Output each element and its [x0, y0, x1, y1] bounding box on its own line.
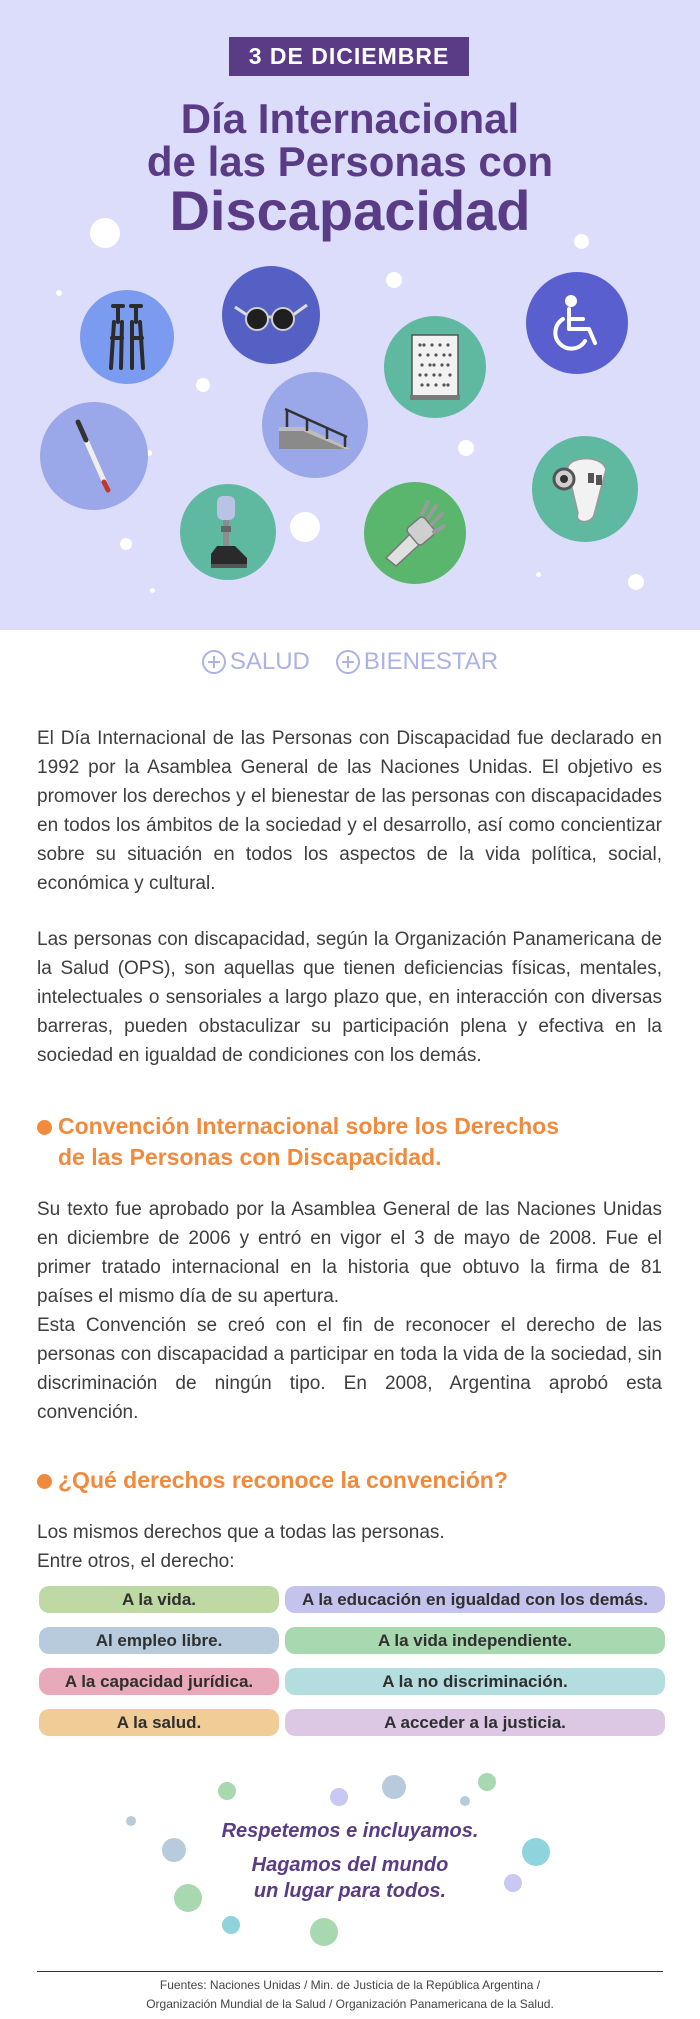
title-line-1: Día Internacional — [180, 95, 520, 142]
decor-dot — [90, 218, 120, 248]
rights-intro-line-2: Entre otros, el derecho: — [37, 1551, 235, 1572]
braille-circle — [384, 316, 486, 418]
chip-bienestar[interactable] — [336, 648, 498, 676]
definition-paragraph: Las personas con discapacidad, según la Organización Panamericana de la Salud (OPS), son aquellas que tienen deficiencias físicas, mentales, intelectuales o sensoriales a largo plazo que, en interacción con diversas barreras, pueden obstaculizar su participación plena y efectiva en la sociedad en igualdad de condiciones con los demás. — [37, 929, 662, 1066]
wheelchair-circle — [526, 272, 628, 374]
decor-dot — [460, 1796, 470, 1806]
sources-line-1: Fuentes: Naciones Unidas / Min. de Justicia de la República Argentina / — [159, 1978, 541, 1992]
glasses-circle — [222, 266, 320, 364]
prosthetic-arm-icon — [380, 498, 450, 568]
rights-intro-line-1: Los mismos derechos que a todas las personas. — [37, 1522, 445, 1543]
closing-line-3: un lugar para todos. — [253, 1880, 447, 1902]
decor-dot — [290, 512, 320, 542]
chip-label: BIENESTAR — [363, 648, 499, 675]
decor-dot — [196, 378, 210, 392]
decor-dot — [382, 1775, 406, 1799]
decor-dot — [310, 1918, 338, 1946]
decor-dot — [222, 1916, 240, 1934]
dark-glasses-icon — [231, 295, 311, 335]
decor-dot — [574, 234, 589, 249]
section-title-line: ¿Qué derechos reconoce la convención? — [58, 1467, 508, 1493]
decor-dot — [150, 588, 155, 593]
hero-banner — [0, 0, 700, 630]
closing-line-2: Hagamos del mundo — [251, 1854, 449, 1876]
right-pill: A la educación en igualdad con los demás. — [285, 1586, 665, 1613]
section-title-rights — [37, 1465, 667, 1496]
right-pill: A acceder a la justicia. — [285, 1709, 665, 1736]
decor-dot — [218, 1782, 236, 1800]
right-pill: Al empleo libre. — [39, 1627, 279, 1654]
hearing-aid-icon — [550, 451, 620, 527]
cane-circle — [40, 402, 148, 510]
braille-book-icon — [404, 331, 466, 403]
decor-dot — [478, 1773, 496, 1791]
plus-icon — [202, 650, 226, 674]
arm-circle — [364, 482, 466, 584]
crutches-icon — [97, 302, 157, 372]
decor-dot — [120, 538, 132, 550]
decor-dot — [458, 440, 474, 456]
wheelchair-icon — [545, 291, 609, 355]
ramp-icon — [275, 397, 355, 453]
decor-dot — [56, 290, 62, 296]
hearing-aid-circle — [532, 436, 638, 542]
white-cane-icon — [64, 416, 124, 496]
right-pill: A la no discriminación. — [285, 1668, 665, 1695]
footer-divider — [37, 1971, 663, 1972]
sources-line-2: Organización Mundial de la Salud / Organización Panamericana de la Salud. — [146, 1997, 554, 2011]
right-pill: A la salud. — [39, 1709, 279, 1736]
chip-salud[interactable] — [202, 648, 310, 676]
section-title-line: Convención Internacional sobre los Derechos — [58, 1113, 560, 1139]
date-badge: 3 DE DICIEMBRE — [229, 37, 469, 76]
plus-icon — [336, 650, 360, 674]
bullet-icon — [37, 1120, 52, 1135]
convention-paragraph: Su texto fue aprobado por la Asamblea General de las Naciones Unidas en diciembre de 2006 y entró en vigor el 3 de mayo de 2008. Fue el primer tratado internacional en la historia que obtuvo la firma de 81 países el mismo día de su apertura. — [37, 1199, 662, 1307]
closing-line-1: Respetemos e incluyamos. — [221, 1820, 479, 1842]
right-pill: A la vida independiente. — [285, 1627, 665, 1654]
right-pill: A la capacidad jurídica. — [39, 1668, 279, 1695]
bullet-icon — [37, 1474, 52, 1489]
intro-paragraph: El Día Internacional de las Personas con Discapacidad fue declarado en 1992 por la Asamblea General de las Naciones Unidas. El objetivo es promover los derechos y el bienestar de las personas con discapacidades en todos los ámbitos de la sociedad y el desarrollo, así como concientizar sobre su situación en todos los aspectos de la vida política, social, económica y cultural. — [37, 728, 662, 894]
ramp-circle — [262, 372, 368, 478]
chip-label: SALUD — [229, 648, 310, 675]
right-pill: A la vida. — [39, 1586, 279, 1613]
decor-dot — [330, 1788, 348, 1806]
decor-dot — [536, 572, 541, 577]
leg-circle — [180, 484, 276, 580]
purpose-paragraph: Esta Convención se creó con el fin de reconocer el derecho de las personas con discapacidad a participar en toda la vida de la sociedad, sin discriminación de ningún tipo. En 2008, Argentina aprobó esta convención. — [37, 1315, 662, 1423]
section-title-convention — [37, 1111, 667, 1173]
decor-dot — [386, 272, 402, 288]
section-title-line: de las Personas con Discapacidad. — [58, 1144, 442, 1170]
category-chips — [0, 648, 700, 676]
decor-dot — [628, 574, 644, 590]
crutches-circle — [80, 290, 174, 384]
title-line-2: de las Personas con — [146, 138, 554, 185]
prosthetic-leg-icon — [203, 492, 253, 572]
title-line-3: Discapacidad — [169, 179, 531, 242]
